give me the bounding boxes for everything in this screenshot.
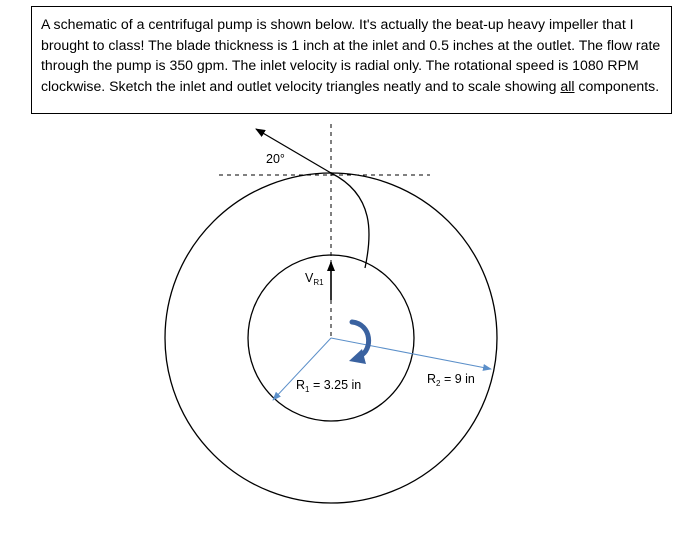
outlet-velocity-arrow bbox=[256, 129, 331, 173]
impeller-blade bbox=[331, 173, 369, 268]
r1-label: $R_1 = 3.25$ in bbox=[296, 378, 362, 394]
r2-label: $R_2 = 9$ in bbox=[427, 372, 475, 388]
problem-text: A schematic of a centrifugal pump is shown below. It's actually the beat-up heavy impeller that I brought to class! The blade thickness is 1 inch at the inlet and 0.5 inches at the outlet. The flow rate through the pump is 350 gpm. The inlet velocity is radial only. The rotational speed is 1080 RPM clockwise. Sketch the inlet and outlet velocity triangles neatly and to scale showing bbox=[41, 16, 661, 94]
angle-label: 20° bbox=[266, 152, 285, 166]
problem-text-end: components. bbox=[574, 77, 660, 94]
underlined-word: all bbox=[560, 77, 575, 94]
r2-radius-line bbox=[331, 338, 491, 369]
vr1-label: $V_{R1}$ bbox=[305, 271, 324, 287]
